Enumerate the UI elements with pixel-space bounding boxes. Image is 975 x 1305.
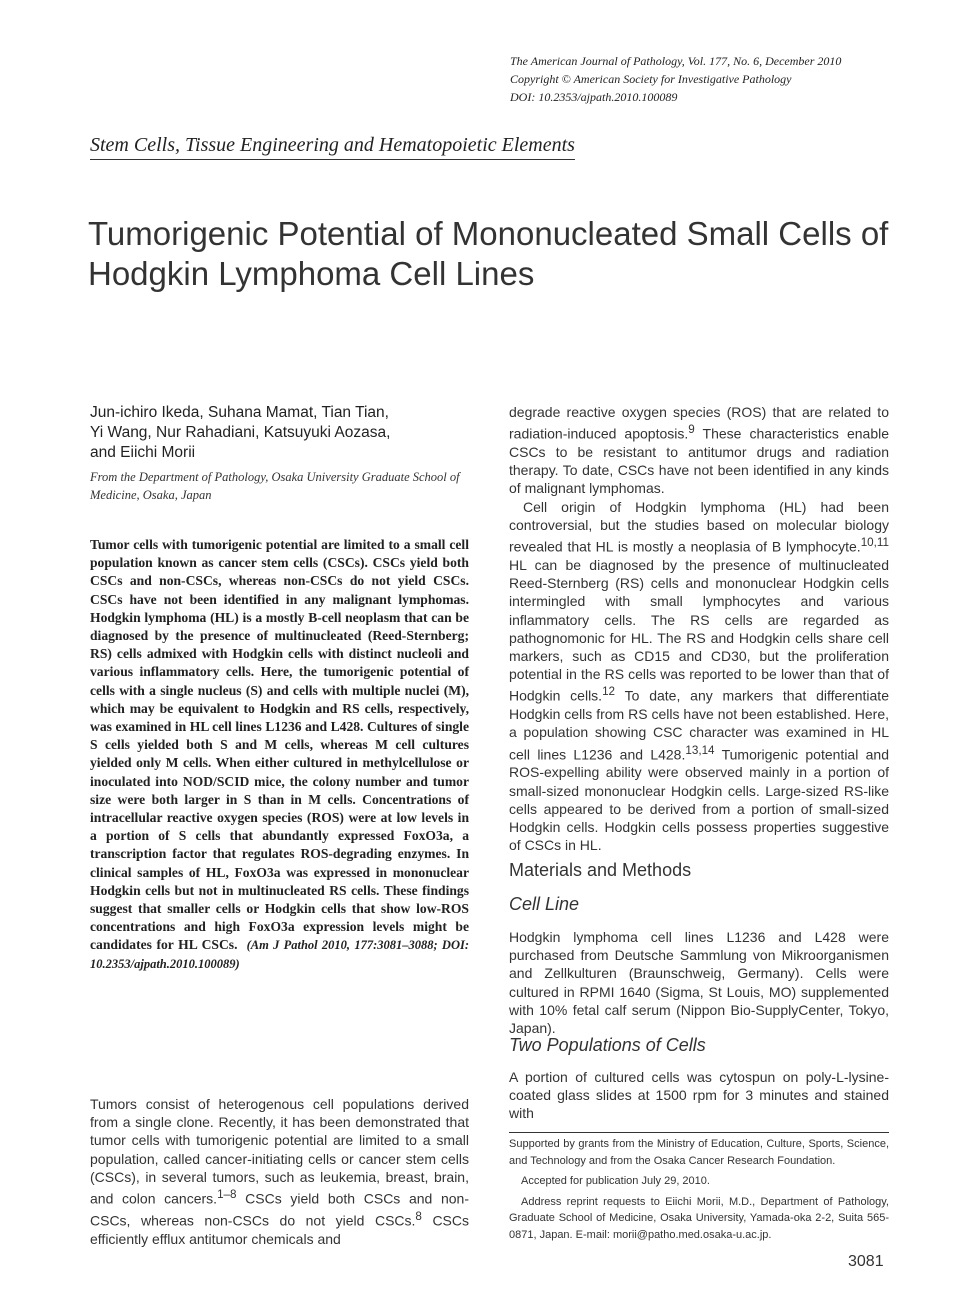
author-line: Yi Wang, Nur Rahadiani, Katsuyuki Aozasa, xyxy=(90,424,391,441)
paragraph xyxy=(509,498,889,855)
affiliation: From the Department of Pathology, Osaka University Graduate School of Medicine, Osaka, Japan xyxy=(90,470,460,502)
abstract xyxy=(90,536,469,973)
body-text: degrade reactive oxygen species (ROS) that are related to radiation-induced apoptosis. xyxy=(509,404,889,442)
journal-citation: The American Journal of Pathology, Vol. 177, No. 6, December 2010 xyxy=(510,54,842,68)
body-text: Tumorigenic potential and ROS-expelling ability were observed mainly in a portion of small-sized mononuclear Hodgkin cells. Large-sized RS-like cells appeared to be derived from a portion of small-sized Hodgkin cells. Hodgkin cells possess properties suggestive of CSCs in HL. xyxy=(509,746,889,854)
reference-superscript: 13,14 xyxy=(685,743,715,757)
footnote-divider xyxy=(509,1132,889,1133)
page-number: 3081 xyxy=(848,1253,884,1270)
journal-doi: DOI: 10.2353/ajpath.2010.100089 xyxy=(510,90,678,104)
body-text: To date, any markers that differentiate Hodgkin cells from RS cells have not been established. Here, a population showing CSC character was examined in HL cell lines L1236 and L428. xyxy=(509,688,889,763)
reference-superscript: 10,11 xyxy=(860,536,889,550)
two-populations-heading: Two Populations of Cells xyxy=(509,1035,706,1055)
abstract-citation: (Am J Pathol 2010, 177:3081–3088; DOI: 10.2353/ajpath.2010.100089) xyxy=(90,938,470,971)
accepted-footnote: Accepted for publication July 29, 2010. xyxy=(521,1175,710,1187)
two-populations-paragraph: A portion of cultured cells was cytospun on poly-L-lysine-coated glass slides at 1500 rpm for 3 minutes and stained with xyxy=(509,1069,889,1122)
intro-text: CSCs efficiently efflux antitumor chemicals and xyxy=(90,1212,469,1247)
reference-superscript: 12 xyxy=(602,685,616,699)
reference-superscript: 1–8 xyxy=(217,1188,237,1202)
author-list xyxy=(90,403,470,463)
address-footnote: Address reprint requests to Eiichi Morii, M.D., Department of Pathology, Graduate School of Medicine, Osaka University, Yamada-oka 2-2, Suita 565-0871, Japan. E-mail: morii@patho.med.osaka-u.ac.jp. xyxy=(509,1195,889,1241)
author-line: Jun-ichiro Ikeda, Suhana Mamat, Tian Tian, xyxy=(90,404,389,421)
journal-header xyxy=(510,52,930,106)
author-line: and Eiichi Morii xyxy=(90,444,196,461)
materials-methods-heading: Materials and Methods xyxy=(509,860,692,880)
body-text: HL can be diagnosed by the presence of multinucleated Reed-Sternberg (RS) cells and mononuclear Hodgkin cells intermingled with small lymphocytes and various inflammatory cells. The RS cells are regarded as pathognomonic for HL. The RS and Hodgkin cells share cell markers, such as CD15 and CD30, but the proliferation potential in the RS cells was reported to be lower than that of Hodgkin cells. xyxy=(509,556,889,705)
introduction-paragraph xyxy=(90,1095,469,1248)
abstract-text: Tumor cells with tumorigenic potential are limited to a small cell population known as cancer stem cells (CSCs). CSCs yield both CSCs and non-CSCs, whereas non-CSCs do not yield CSCs. CSCs have not been identified in any malignant lymphomas. Hodgkin lymphoma (HL) is a mostly B-cell neoplasm that can be diagnosed by the presence of multinucleated (Reed-Sternberg; RS) cells admixed with Hodgkin cells with distinct nucleoli and various inflammatory cells. Here, the tumorigenic potential of cells with a single nucleus (S) and cells with multiple nuclei (M), which may be equivalent to Hodgkin and RS cells, respectively, was examined in HL cell lines L1236 and L428. Cultures of single S cells yielded both S and M cells, whereas M cell cultures yielded only M cells. When either cultured in methylcellulose or inoculated into NOD/SCID mice, the colony number and tumor size were both larger in S than in M cells. Concentrations of intracellular reactive oxygen species (ROS) were at low levels in a portion of S cells that abundantly expressed FoxO3a, a transcription factor that regulates ROS-degrading enzymes. In clinical samples of HL, FoxO3a was expressed in mononuclear Hodgkin cells but not in multinucleated RS cells. These findings suggest that smaller cells or Hodgkin cells that show low-ROS concentrations and high FoxO3a expression levels might be candidates for HL CSCs. xyxy=(90,537,469,953)
cell-line-heading: Cell Line xyxy=(509,894,580,914)
funding-footnote: Supported by grants from the Ministry of Education, Culture, Sports, Science, and Technology and from the Osaka Cancer Research Foundation. xyxy=(509,1138,889,1167)
reference-superscript: 9 xyxy=(688,423,695,437)
body-text: Cell origin of Hodgkin lymphoma (HL) had been controversial, but the studies based on molecular biology revealed that HL is mostly a neoplasia of B lymphocyte. xyxy=(509,498,889,555)
footnotes xyxy=(509,1136,889,1247)
intro-text: Tumors consist of heterogenous cell populations derived from a single clone. Recently, it has been demonstrated that tumor cells with tumorigenic potential are limited to a small population, called cancer-initiating cells or cancer stem cells (CSCs), in several tumors, such as leukemia, breast, brain, and colon cancers. xyxy=(90,1096,469,1207)
paragraph xyxy=(509,403,889,498)
section-heading: Stem Cells, Tissue Engineering and Hematopoietic Elements xyxy=(90,132,575,160)
body-text: These characteristics enable CSCs to be resistant to antitumor drugs and radiation therapy. To date, CSCs have not been identified in any kinds of malignant lymphomas. xyxy=(509,425,889,497)
intro-text: CSCs yield both CSCs and non-CSCs, whereas non-CSCs do not yield CSCs. xyxy=(90,1190,469,1229)
article-title: Tumorigenic Potential of Mononucleated Small Cells of Hodgkin Lymphoma Cell Lines xyxy=(88,215,889,292)
cell-line-paragraph: Hodgkin lymphoma cell lines L1236 and L428 were purchased from Deutsche Sammlung von Mikroorganismen and Zellkulturen (Braunschweig, Germany). Cells were cultured in RPMI 1640 (Sigma, St Louis, MO) supplemented with 10% fetal calf serum (Nippon Bio-SupplyCenter, Tokyo, Japan). xyxy=(509,929,889,1037)
right-column-intro xyxy=(509,403,889,855)
reference-superscript: 8 xyxy=(415,1209,422,1223)
journal-copyright: Copyright © American Society for Investigative Pathology xyxy=(510,72,792,86)
